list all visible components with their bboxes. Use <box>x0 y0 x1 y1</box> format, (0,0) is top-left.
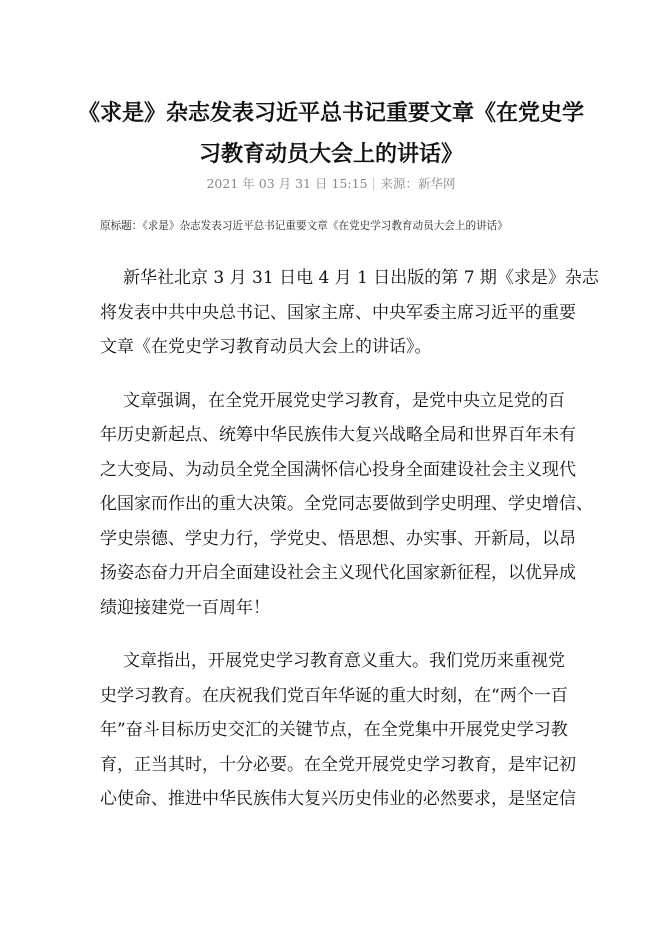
paragraph-line: 育，正当其时，十分必要。在全党开展党史学习教育，是牢记初 <box>100 754 576 775</box>
paragraph-line: 史学习教育。在庆祝我们党百年华诞的重大时刻，在“两个一百 <box>100 685 568 706</box>
meta-divider <box>373 177 374 190</box>
paragraph-line: 将发表中共中央总书记、国家主席、中央军委主席习近平的重要 <box>100 302 576 323</box>
paragraph-line: 年”奋斗目标历史交汇的关键节点，在全党集中开展党史学习教 <box>100 720 568 740</box>
paragraph-line: 扬姿态奋力开启全面建设社会主义现代化国家新征程，以优异成 <box>100 563 576 583</box>
paragraph-line: 绩迎接建党一百周年！ <box>100 597 270 618</box>
article-meta <box>0 174 662 192</box>
original-title: 原标题：《求是》杂志发表习近平总书记重要文章《在党史学习教育动员大会上的讲话》 <box>100 220 508 232</box>
article-title-line-2: 习教育动员大会上的讲话》 <box>198 142 463 167</box>
publish-date: 2021 年 03 月 31 日 15:15 <box>206 176 368 191</box>
paragraph-line: 新华社北京 3 月 31 日电 4 月 1 日出版的第 7 期《求是》杂志 <box>123 268 599 288</box>
paragraph <box>100 389 593 631</box>
article-body <box>100 266 599 841</box>
paragraph-line: 化国家而作出的重大决策。全党同志要做到学史明理、学史增信、 <box>100 494 593 514</box>
paragraph-line: 年历史新起点、统筹中华民族伟大复兴战略全局和世界百年未有 <box>100 425 576 445</box>
paragraph-line: 学史崇德、学史力行，学党史、悟思想、办实事、开新局，以昂 <box>100 528 576 549</box>
source: 来源：新华网 <box>380 176 456 191</box>
paragraph-line: 文章强调，在全党开展党史学习教育，是党中央立足党的百 <box>123 390 565 411</box>
paragraph-line: 文章指出，开展党史学习教育意义重大。我们党历来重视党 <box>123 651 565 671</box>
paragraph-line: 心使命、推进中华民族伟大复兴历史伟业的必然要求，是坚定信 <box>100 789 576 809</box>
article-title-line-1: 《求是》杂志发表习近平总书记重要文章《在党史学 <box>77 101 584 126</box>
paragraph <box>100 649 576 822</box>
paragraph-line: 文章《在党史学习教育动员大会上的讲话》。 <box>100 337 432 357</box>
paragraph <box>100 266 599 370</box>
paragraph-line: 之大变局、为动员全党全国满怀信心投身全面建设社会主义现代 <box>100 459 576 480</box>
